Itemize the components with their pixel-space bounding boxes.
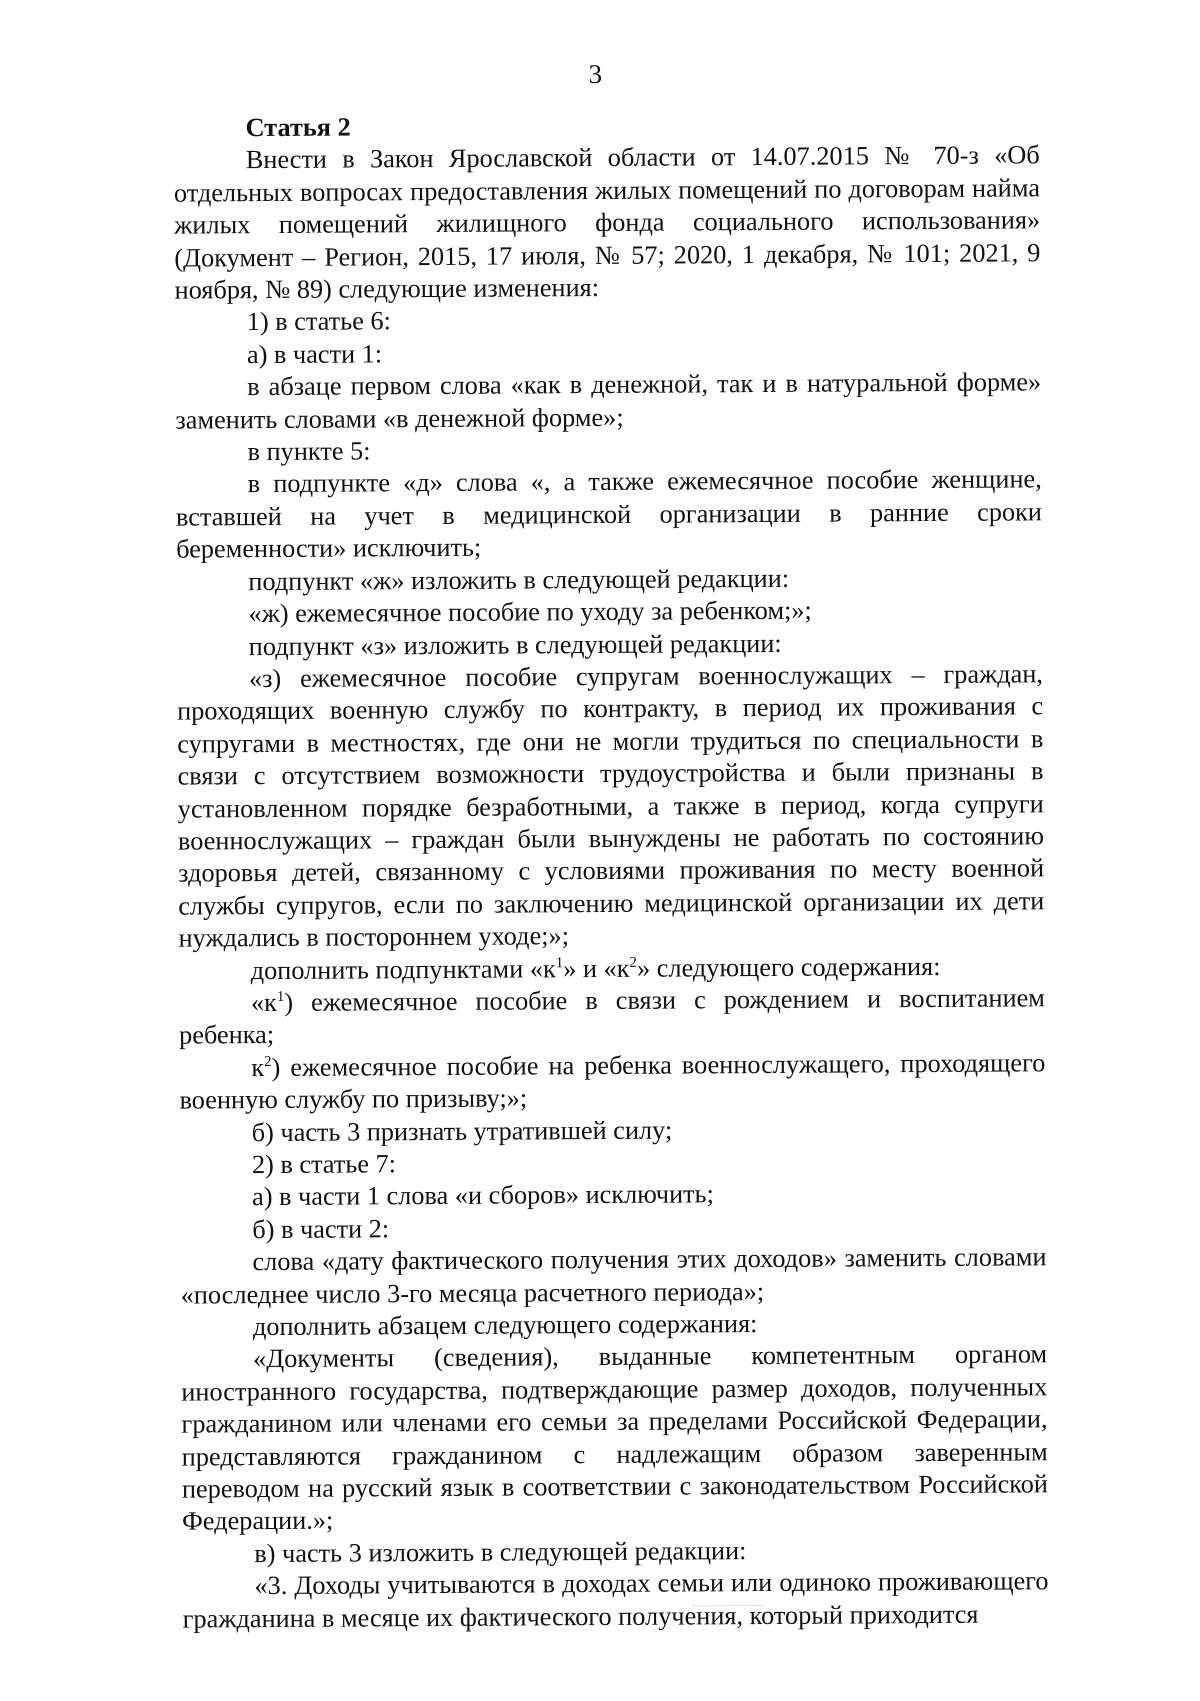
paragraph-item-k2 xyxy=(179,1047,1045,1117)
paragraph-supplement xyxy=(179,950,1045,988)
paragraph-intro: Внести в Закон Ярославской области от 14.07.2015 № 70-з «Об отдельных вопросах предоставления жилых помещений по договорам найма жилых помещений жилищного фонда социального использования» (Документ – Регион, 2015, 17 июля, № 57; 2020, 1 декабря, № 101; 2021, 9 ноября, № 89) следующие изменения: xyxy=(173,140,1041,305)
item-k2-superscript: 2 xyxy=(264,1053,272,1070)
paragraph-subpoint-zh-text: «ж) ежемесячное пособие по уходу за ребенком;»; xyxy=(248,595,812,629)
supplement-text-c: » следующего содержания: xyxy=(636,951,941,983)
paragraph-article-7-part-1: а) в части 1 слова «и сборов» исключить; xyxy=(252,1179,715,1212)
supplement-text-b: » и «к xyxy=(563,953,630,983)
document-text xyxy=(173,107,1048,1635)
item-k1-text-a: «к xyxy=(250,987,277,1018)
paragraph-subpoint-d: в подпункте «д» слова «, а также ежемесячное пособие женщине, вставшей на учет в медицинской организации в ранние сроки беременности» исключить; xyxy=(175,464,1043,564)
paragraph-point-5: в пункте 5: xyxy=(247,436,371,467)
paragraph-add-abzac: дополнить абзацем следующего содержания: xyxy=(252,1309,758,1342)
paragraph-item-k1 xyxy=(179,982,1045,1052)
paragraph-part-3-void: б) часть 3 признать утратившей силу; xyxy=(251,1115,673,1147)
page-number: 3 xyxy=(588,58,603,90)
paragraph-article-7: 2) в статье 7: xyxy=(251,1149,397,1180)
supplement-superscript-1: 1 xyxy=(555,954,564,971)
item-k2-text-b: ) ежемесячное пособие на ребенка военнослужащего, проходящего военную службу по призыву;»; xyxy=(179,1048,1046,1115)
item-k2-text-a: к xyxy=(251,1052,265,1082)
paragraph-article-6: 1) в статье 6: xyxy=(246,306,391,337)
paragraph-foreign-documents: «Документы (сведения), выданные компетентным органом иностранного государства, подтверждающие размер доходов, полученных гражданином или членами его семьи за пределами Российской Федерации, представляются гражданином с надлежащим образом заверенным переводом на русский язык в соответствии с законодательством Российской Федерации.»; xyxy=(181,1339,1048,1537)
item-k1-text-b: ) ежемесячное пособие в связи с рождением и воспитанием ребенка; xyxy=(179,983,1045,1050)
paragraph-first-abzac: в абзаце первом слова «как в денежной, так и в натуральной форме» заменить словами «в денежной форме»; xyxy=(175,367,1042,435)
paragraph-income-accounting: «3. Доходы учитываются в доходах семьи или одиноко проживающего гражданина в месяце их фактического получения, который приходится xyxy=(182,1566,1049,1634)
item-k1-superscript: 1 xyxy=(276,988,285,1005)
supplement-superscript-2: 2 xyxy=(629,954,638,971)
paragraph-words-replacement: слова «дату фактического получения этих доходов» заменить словами «последнее число 3-го месяца расчетного периода»; xyxy=(180,1242,1047,1310)
paragraph-subpoint-zh-intro: подпункт «ж» изложить в следующей редакции: xyxy=(248,563,790,596)
paragraph-article-7-part-2: б) в части 2: xyxy=(252,1214,390,1244)
paragraph-part-3-new-wording: в) часть 3 изложить в следующей редакции: xyxy=(254,1535,747,1568)
article-heading: Статья 2 xyxy=(245,112,351,143)
scan-artifact xyxy=(693,1605,763,1607)
paragraph-subpoint-z-intro: подпункт «з» изложить в следующей редакции: xyxy=(248,628,782,661)
paragraph-subpoint-z-text: «з) ежемесячное пособие супругам военнослужащих – граждан, проходящих военную службу по контракту, в период их проживания с супругами в местностях, где они не могли трудиться по специальности в связи с отсутствием возможности трудоустройства и были признаны в установленном порядке безработными, а также в период, когда супруги военнослужащих – граждан были вынуждены не работать по состоянию здоровья детей, связанному с условиями проживания по месту военной службы супругов, если по заключению медицинской организации их дети нуждались в постороннем уходе;»; xyxy=(177,659,1045,953)
supplement-text-a: дополнить подпунктами «к xyxy=(250,953,556,985)
paragraph-part-1: а) в части 1: xyxy=(246,339,383,369)
